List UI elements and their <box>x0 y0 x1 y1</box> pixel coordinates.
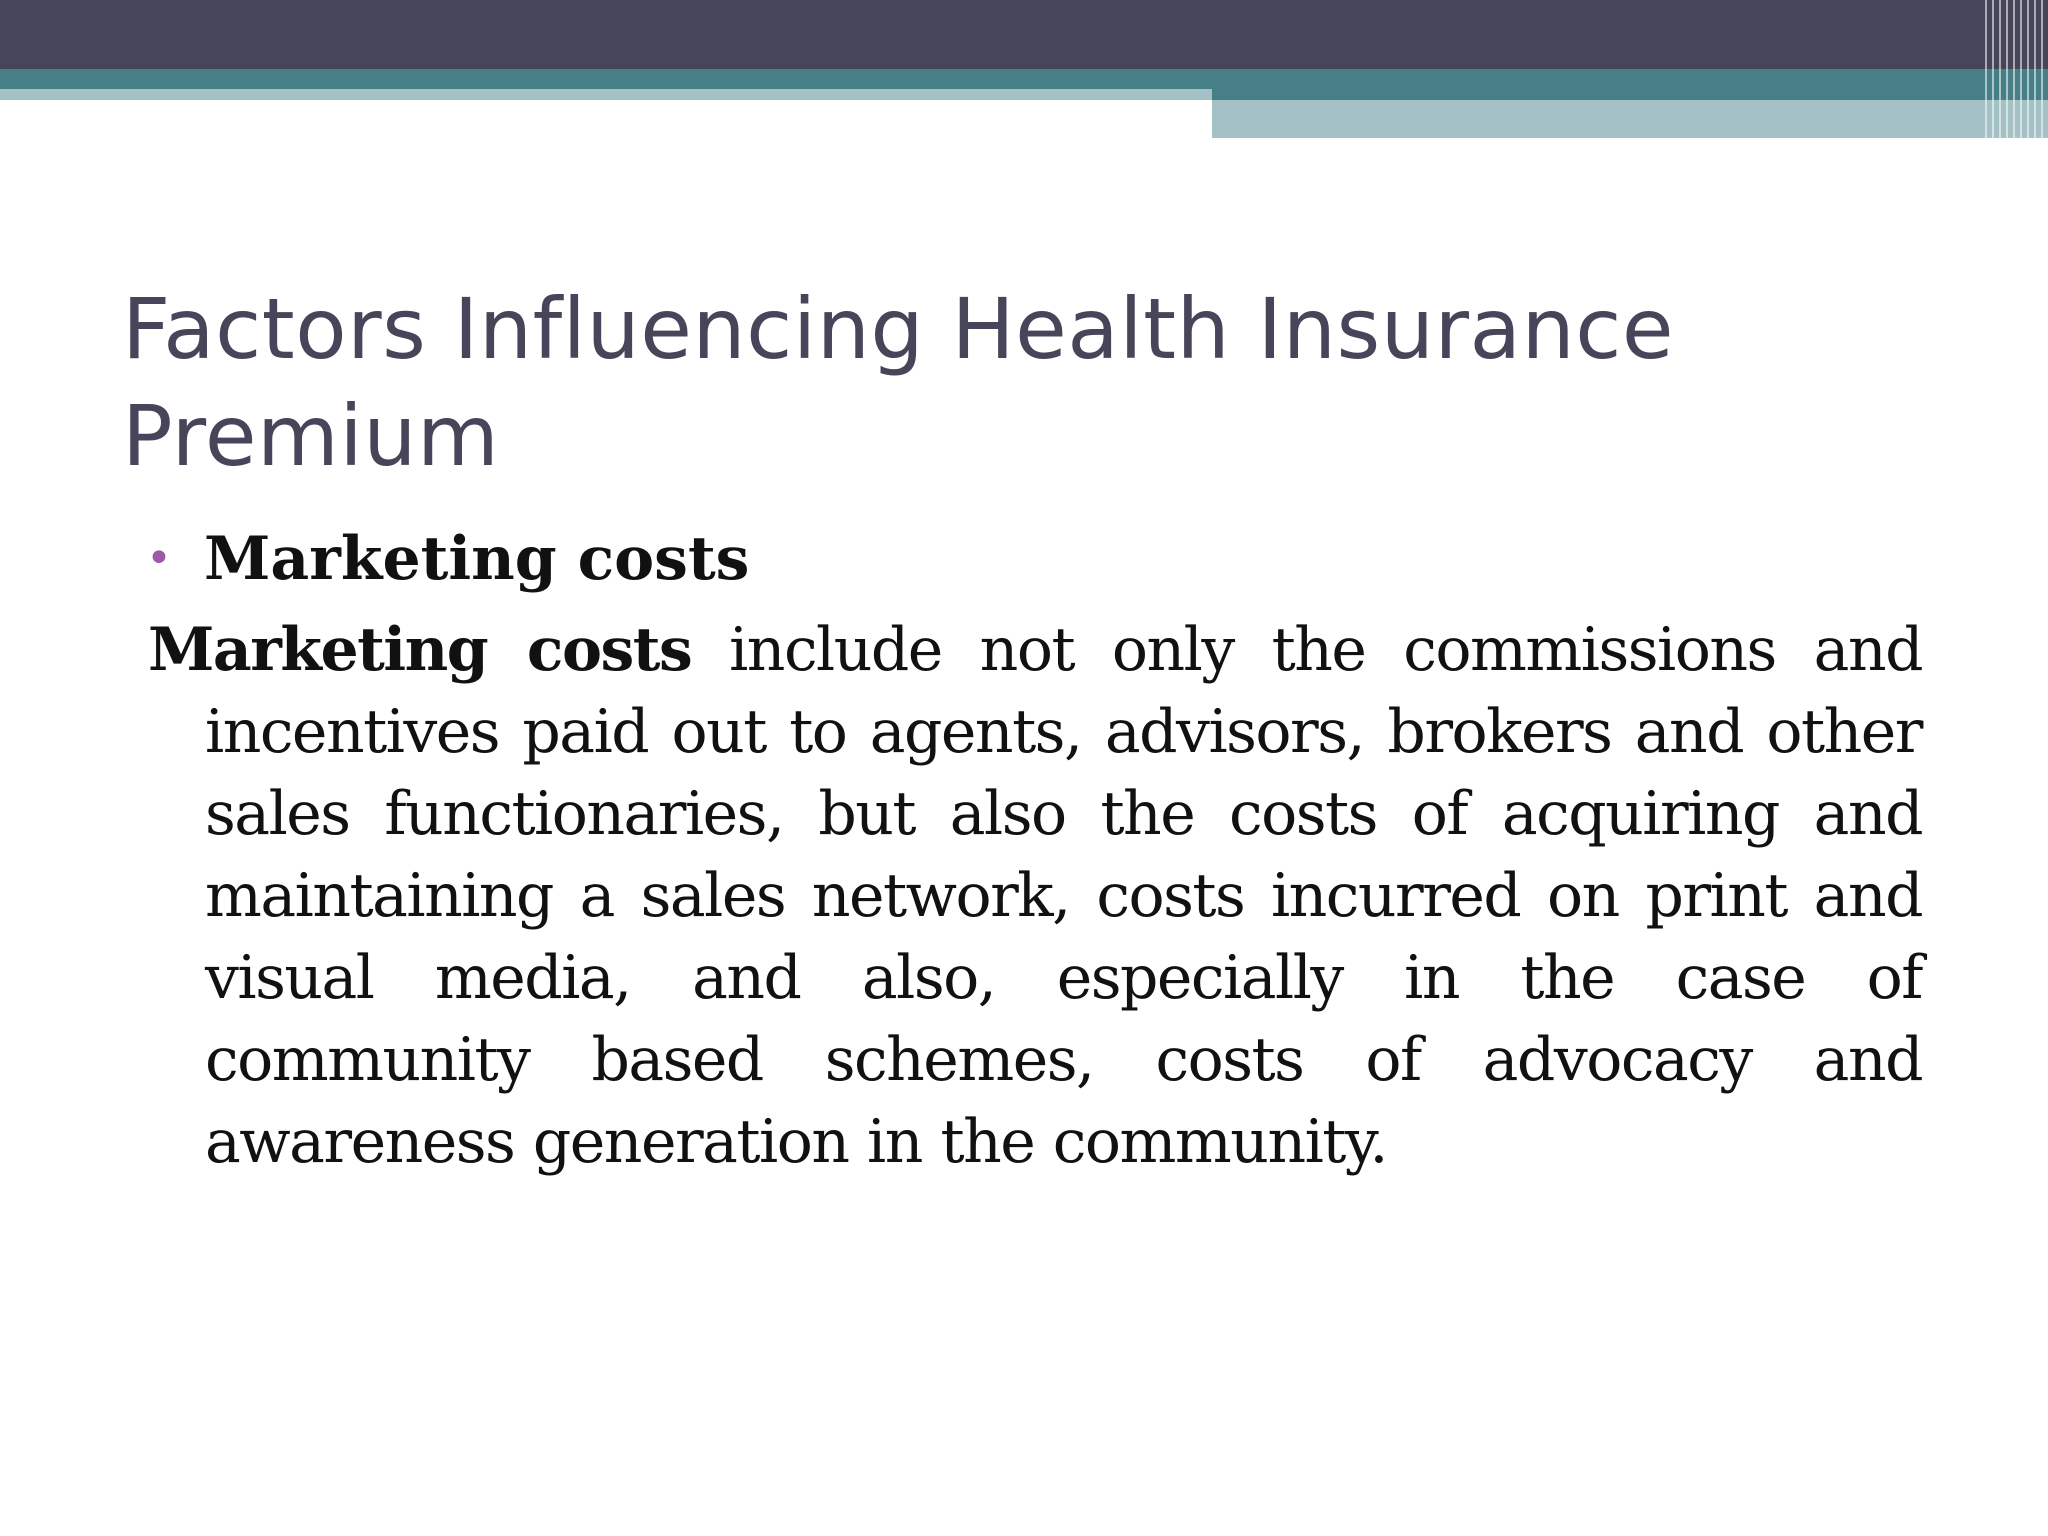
slide-title: Factors Influencing Health Insurance Premium <box>122 280 1675 485</box>
header-band-light-right <box>1212 100 2048 138</box>
header-band-light-left <box>0 89 1212 100</box>
header-band-dark <box>0 0 2048 69</box>
body-paragraph <box>148 609 1922 1183</box>
paragraph-body: include not only the commissions and incentives paid out to agents, advisors, brokers and other sales functionaries, but also the costs of acquiring and maintaining a sales network, costs incurred on print and visual media, and also, especially in the case of community based schemes, costs of advocacy and awareness generation in the community. <box>205 615 1922 1177</box>
bullet-dot-icon: • <box>146 533 172 584</box>
paragraph-lead: Marketing costs <box>148 615 692 685</box>
header-edge-lines <box>1980 0 2048 138</box>
bullet-item <box>146 518 749 600</box>
bullet-label: Marketing costs <box>204 524 750 594</box>
